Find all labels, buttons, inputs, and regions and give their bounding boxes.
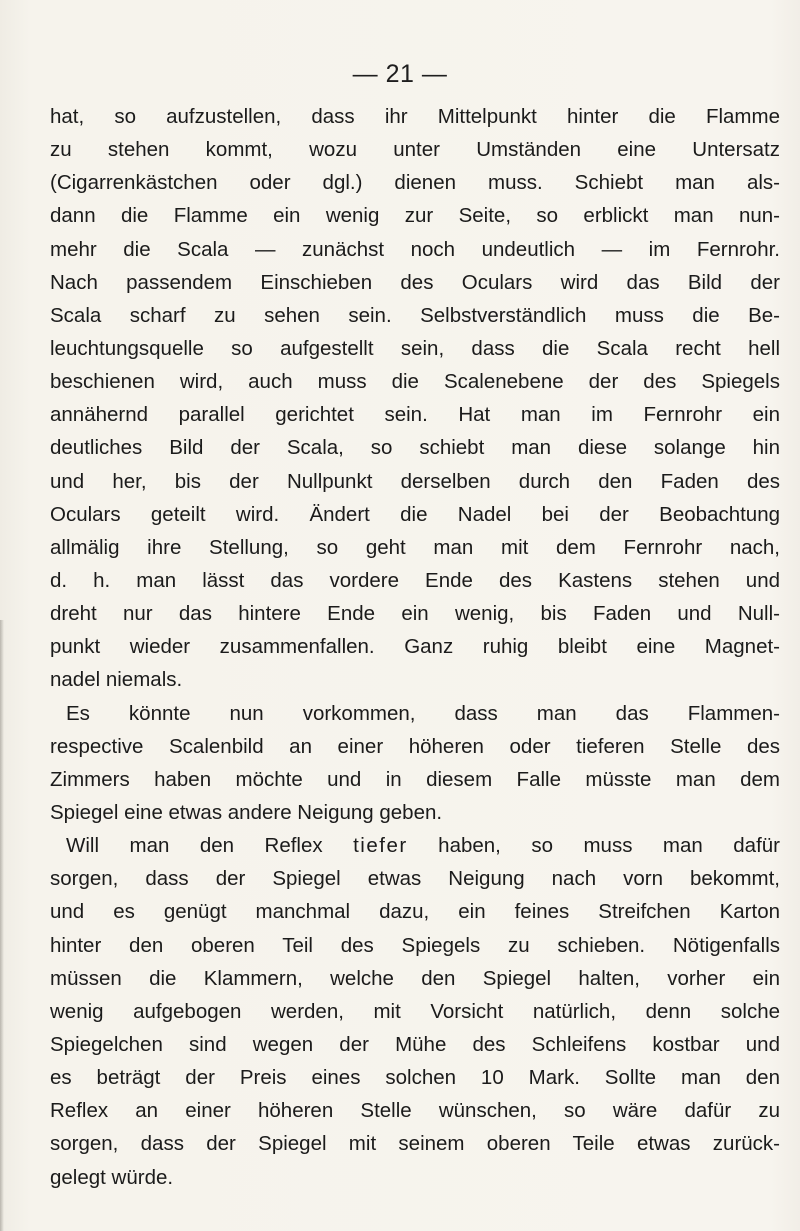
text-line: sorgen, dass der Spiegel mit seinem oberen Teile etwas zurück- (50, 1132, 780, 1156)
text-line: deutliches Bild der Scala, so schiebt man diese solange hin (50, 436, 780, 460)
page-number: — 21 — (352, 60, 448, 88)
text-line: Spiegelchen sind wegen der Mühe des Schleifens kostbar und (50, 1032, 780, 1056)
text-line: Scala scharf zu sehen sein. Selbstverständlich muss die Be- (50, 303, 780, 327)
text-line: zu stehen kommt, wozu unter Umständen eine Untersatz (50, 138, 780, 162)
text-line (50, 829, 780, 862)
text-line: Reflex an einer höheren Stelle wünschen, so wäre dafür zu (50, 1099, 780, 1123)
text-line: Nach passendem Einschieben des Oculars wird das Bild der (50, 270, 780, 294)
text-line: gelegt würde. (50, 1165, 174, 1189)
text-line: respective Scalenbild an einer höheren oder tieferen Stelle des (50, 734, 780, 758)
text-line: (Cigarrenkästchen oder dgl.) dienen muss. Schiebt man als- (50, 171, 780, 195)
text-line: müssen die Klammern, welche den Spiegel halten, vorher ein (50, 966, 780, 990)
text-line: nadel niemals. (50, 668, 183, 692)
text-line: d. h. man lässt das vordere Ende des Kastens stehen und (50, 568, 780, 592)
text-line: und her, bis der Nullpunkt derselben durch den Faden des (50, 469, 780, 493)
text-line: Spiegel eine etwas andere Neigung geben. (50, 800, 443, 824)
body-text (50, 100, 780, 1194)
text-line: hinter den oberen Teil des Spiegels zu schieben. Nötigenfalls (50, 933, 780, 957)
text-line: es beträgt der Preis eines solchen 10 Mark. Sollte man den (50, 1066, 780, 1090)
text-run: Will man den Reflex (66, 834, 354, 858)
text-run: haben, so muss man dafür (407, 834, 780, 858)
text-line: hat, so aufzustellen, dass ihr Mittelpunkt hinter die Flamme (50, 105, 780, 128)
text-line: punkt wieder zusammenfallen. Ganz ruhig bleibt eine Magnet- (50, 635, 780, 659)
text-line: wenig aufgebogen werden, mit Vorsicht natürlich, denn solche (50, 999, 780, 1023)
emphasized-word: tiefer (353, 834, 408, 858)
text-line: leuchtungsquelle so aufgestellt sein, dass die Scala recht hell (50, 336, 780, 360)
text-line: mehr die Scala — zunächst noch undeutlich — im Fernrohr. (50, 237, 780, 261)
text-line: sorgen, dass der Spiegel etwas Neigung nach vorn bekommt, (50, 867, 780, 891)
text-line: Es könnte nun vorkommen, dass man das Flammen- (66, 701, 780, 725)
text-line: und es genügt manchmal dazu, ein feines Streifchen Karton (50, 900, 780, 924)
text-line: beschienen wird, auch muss die Scalenebene der des Spiegels (50, 370, 780, 394)
page-edge-shadow (0, 620, 4, 1231)
text-line: dreht nur das hintere Ende ein wenig, bis Faden und Null- (50, 602, 780, 626)
text-line: allmälig ihre Stellung, so geht man mit dem Fernrohr nach, (50, 535, 780, 559)
text-line: Oculars geteilt wird. Ändert die Nadel bei der Beobachtung (50, 502, 780, 526)
text-line: annähernd parallel gerichtet sein. Hat man im Fernrohr ein (50, 403, 780, 427)
text-line: dann die Flamme ein wenig zur Seite, so erblickt man nun- (50, 204, 780, 228)
text-line: Zimmers haben möchte und in diesem Falle müsste man dem (50, 767, 780, 791)
